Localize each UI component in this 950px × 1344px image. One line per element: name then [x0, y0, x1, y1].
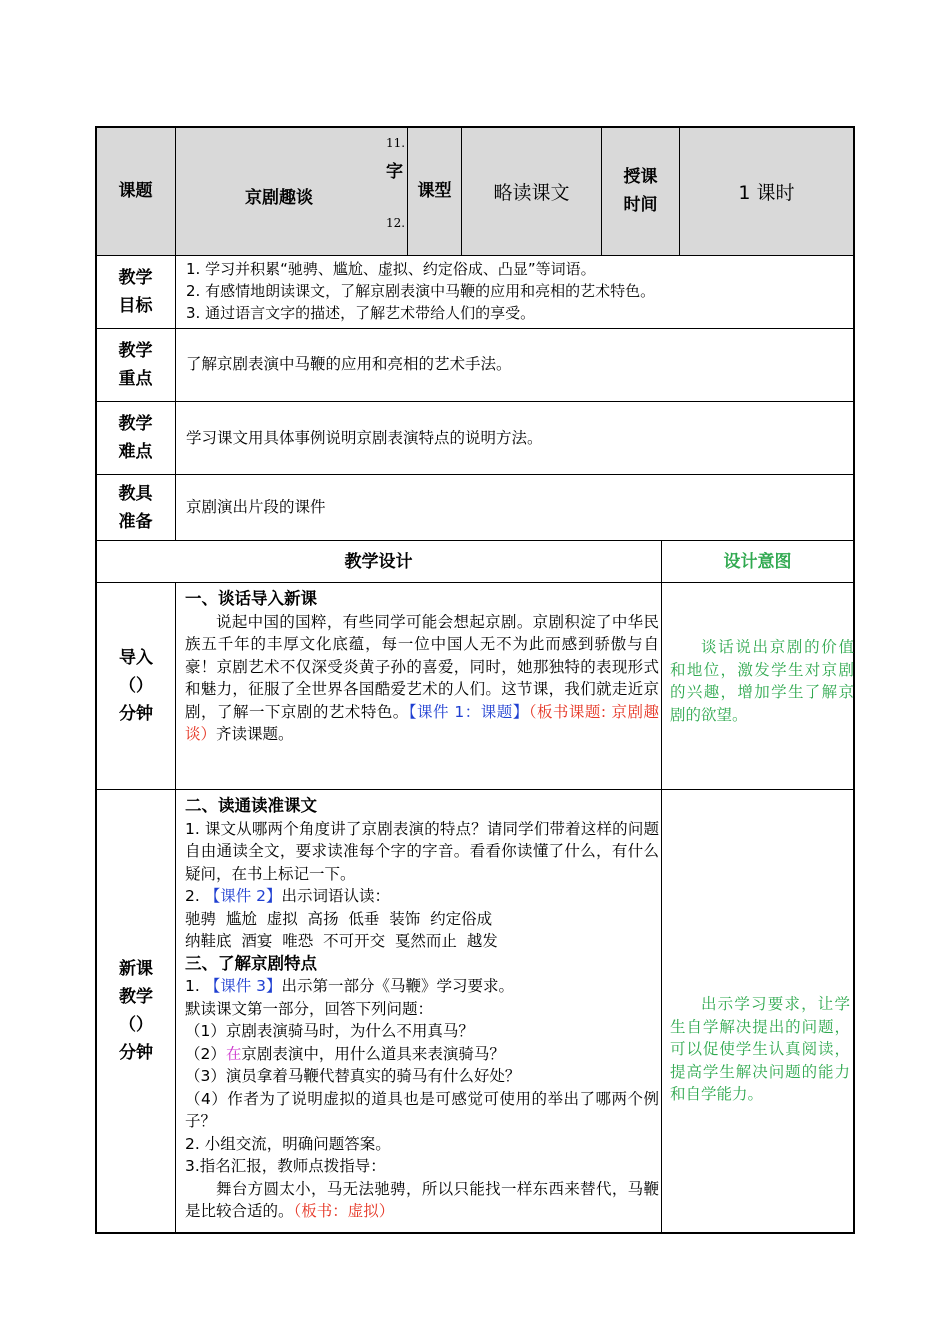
label-newlesson [98, 790, 174, 1232]
label-type: 课型 [417, 181, 452, 201]
vocab-line-1: 驰骋 尴尬 虚拟 高扬 低垂 装饰 约定俗成 [185, 909, 493, 928]
margin-note-bottom: 12. [386, 216, 406, 230]
tools-text: 京剧演出片段的课件 [186, 498, 326, 516]
question-2 [185, 1043, 659, 1066]
newlesson-content [185, 795, 659, 1223]
newlesson-p2-courseware: 【课件 2】 [204, 887, 282, 905]
newlesson-board-note: （板书：虚拟） [293, 1202, 395, 1220]
label-focus [96, 329, 175, 401]
label-focus-text: 教学重点 [118, 341, 153, 389]
label-intro-text: 导入（）分钟 [119, 648, 153, 724]
newlesson-p3 [185, 975, 659, 998]
lesson-type: 略读课文 [493, 181, 570, 204]
newlesson-heading-2: 三、了解京剧特点 [185, 953, 317, 973]
lesson-time: 1 课时 [738, 181, 795, 204]
goal-item: 1. 学习并积累“驰骋、尴尬、虚拟、约定俗成、凸显”等词语。 [186, 260, 596, 278]
question-1: （1）京剧表演骑马时，为什么不用真马？ [185, 1022, 474, 1040]
newlesson-p7-text: 舞台方圆太小，马无法驰骋，所以只能找一样东西来替代，马鞭是比较合适的。 [185, 1179, 659, 1220]
intro-board-note: （板书课题: 京剧趣谈） [185, 702, 659, 743]
label-newlesson-text: 新课教学（）分钟 [119, 959, 153, 1063]
label-intro [98, 583, 174, 789]
newlesson-p3-text: 出示第一部分《马鞭》学习要求。 [281, 977, 515, 995]
question-2-highlight: 在 [225, 1044, 242, 1063]
vocab-line-2: 纳鞋底 酒宴 唯恐 不可开交 戛然而止 越发 [185, 932, 498, 950]
newlesson-p3-num: 1. [185, 977, 205, 995]
newlesson-p2-text: 出示词语认读： [281, 887, 391, 905]
difficulty-text: 学习课文用具体事例说明京剧表演特点的说明方法。 [186, 429, 543, 447]
newlesson-p4: 默读课文第一部分，回答下列问题： [185, 999, 434, 1018]
margin-note-char: 字 [386, 162, 403, 182]
newlesson-heading-1: 二、读通读准课文 [185, 796, 317, 815]
newlesson-p1: 1. 课文从哪两个角度讲了京剧表演的特点？请同学们带着这样的问题自由通读全文，要求读准每个字的字音。看看你读懂了什么，有什么疑问，在书上标记一下。 [185, 819, 659, 883]
intro-content [185, 588, 659, 746]
label-difficulty [96, 402, 175, 474]
label-goals [96, 256, 175, 328]
label-difficulty-text: 教学难点 [118, 414, 153, 462]
newlesson-p6: 3.指名汇报，教师点拨指导： [185, 1157, 386, 1175]
intro-intent: 谈话说出京剧的价值和地位，激发学生对京剧的兴趣，增加学生了解京剧的欲望。 [670, 638, 854, 724]
intro-heading: 一、谈话导入新课 [185, 589, 317, 608]
intro-tail: 齐读课题。 [216, 725, 294, 743]
lesson-title: 京剧趣谈 [245, 188, 313, 208]
label-tools [96, 475, 175, 540]
intro-paragraph [185, 611, 659, 746]
goal-item: 3. 通过语言文字的描述，了解艺术带给人们的享受。 [186, 304, 536, 322]
question-2-num: （2） [185, 1044, 226, 1063]
intro-courseware: 【课件 1：课题】 [408, 702, 529, 721]
newlesson-p2 [185, 885, 659, 908]
question-2-text: 京剧表演中，用什么道具来表演骑马？ [241, 1044, 505, 1063]
newlesson-p2-num: 2. [185, 887, 205, 905]
newlesson-p7 [185, 1178, 659, 1223]
label-goals-text: 教学目标 [118, 268, 153, 316]
question-3: （3）演员拿着马鞭代替真实的骑马有什么好处？ [185, 1067, 521, 1085]
design-header-left: 教学设计 [344, 551, 413, 572]
goals-list [186, 258, 846, 324]
label-tools-text: 教具准备 [118, 483, 153, 532]
newlesson-intent: 出示学习要求，让学生自学解决提出的问题，可以促使学生认真阅读，提高学生解决问题的能力和自学能力。 [670, 995, 850, 1103]
label-topic: 课题 [118, 181, 153, 201]
label-time [602, 127, 679, 255]
newlesson-p5: 2. 小组交流，明确问题答案。 [185, 1134, 391, 1153]
question-4: （4）作者为了说明虚拟的道具也是可感觉可使用的举出了哪两个例子？ [185, 1089, 659, 1130]
label-time-text: 授课时间 [623, 167, 658, 215]
focus-text: 了解京剧表演中马鞭的应用和亮相的艺术手法。 [186, 355, 512, 373]
goal-item: 2. 有感情地朗读课文，了解京剧表演中马鞭的应用和亮相的艺术特色。 [186, 282, 656, 300]
newlesson-p3-courseware: 【课件 3】 [204, 977, 282, 995]
margin-note-top: 11. [386, 136, 406, 150]
intro-paragraph-text: 说起中国的国粹，有些同学可能会想起京剧。京剧积淀了中华民族五千年的丰厚文化底蕴，每一位中国人无不为此而感到骄傲与自豪！京剧艺术不仅深受炎黄子孙的喜爱，同时，她那独特的表现形式和魅力，征服了全世界各国酷爱艺术的人们。这节课，我们就走近京剧，了解一下京剧的艺术特色。 [185, 612, 659, 721]
design-header-right: 设计意图 [723, 551, 792, 572]
